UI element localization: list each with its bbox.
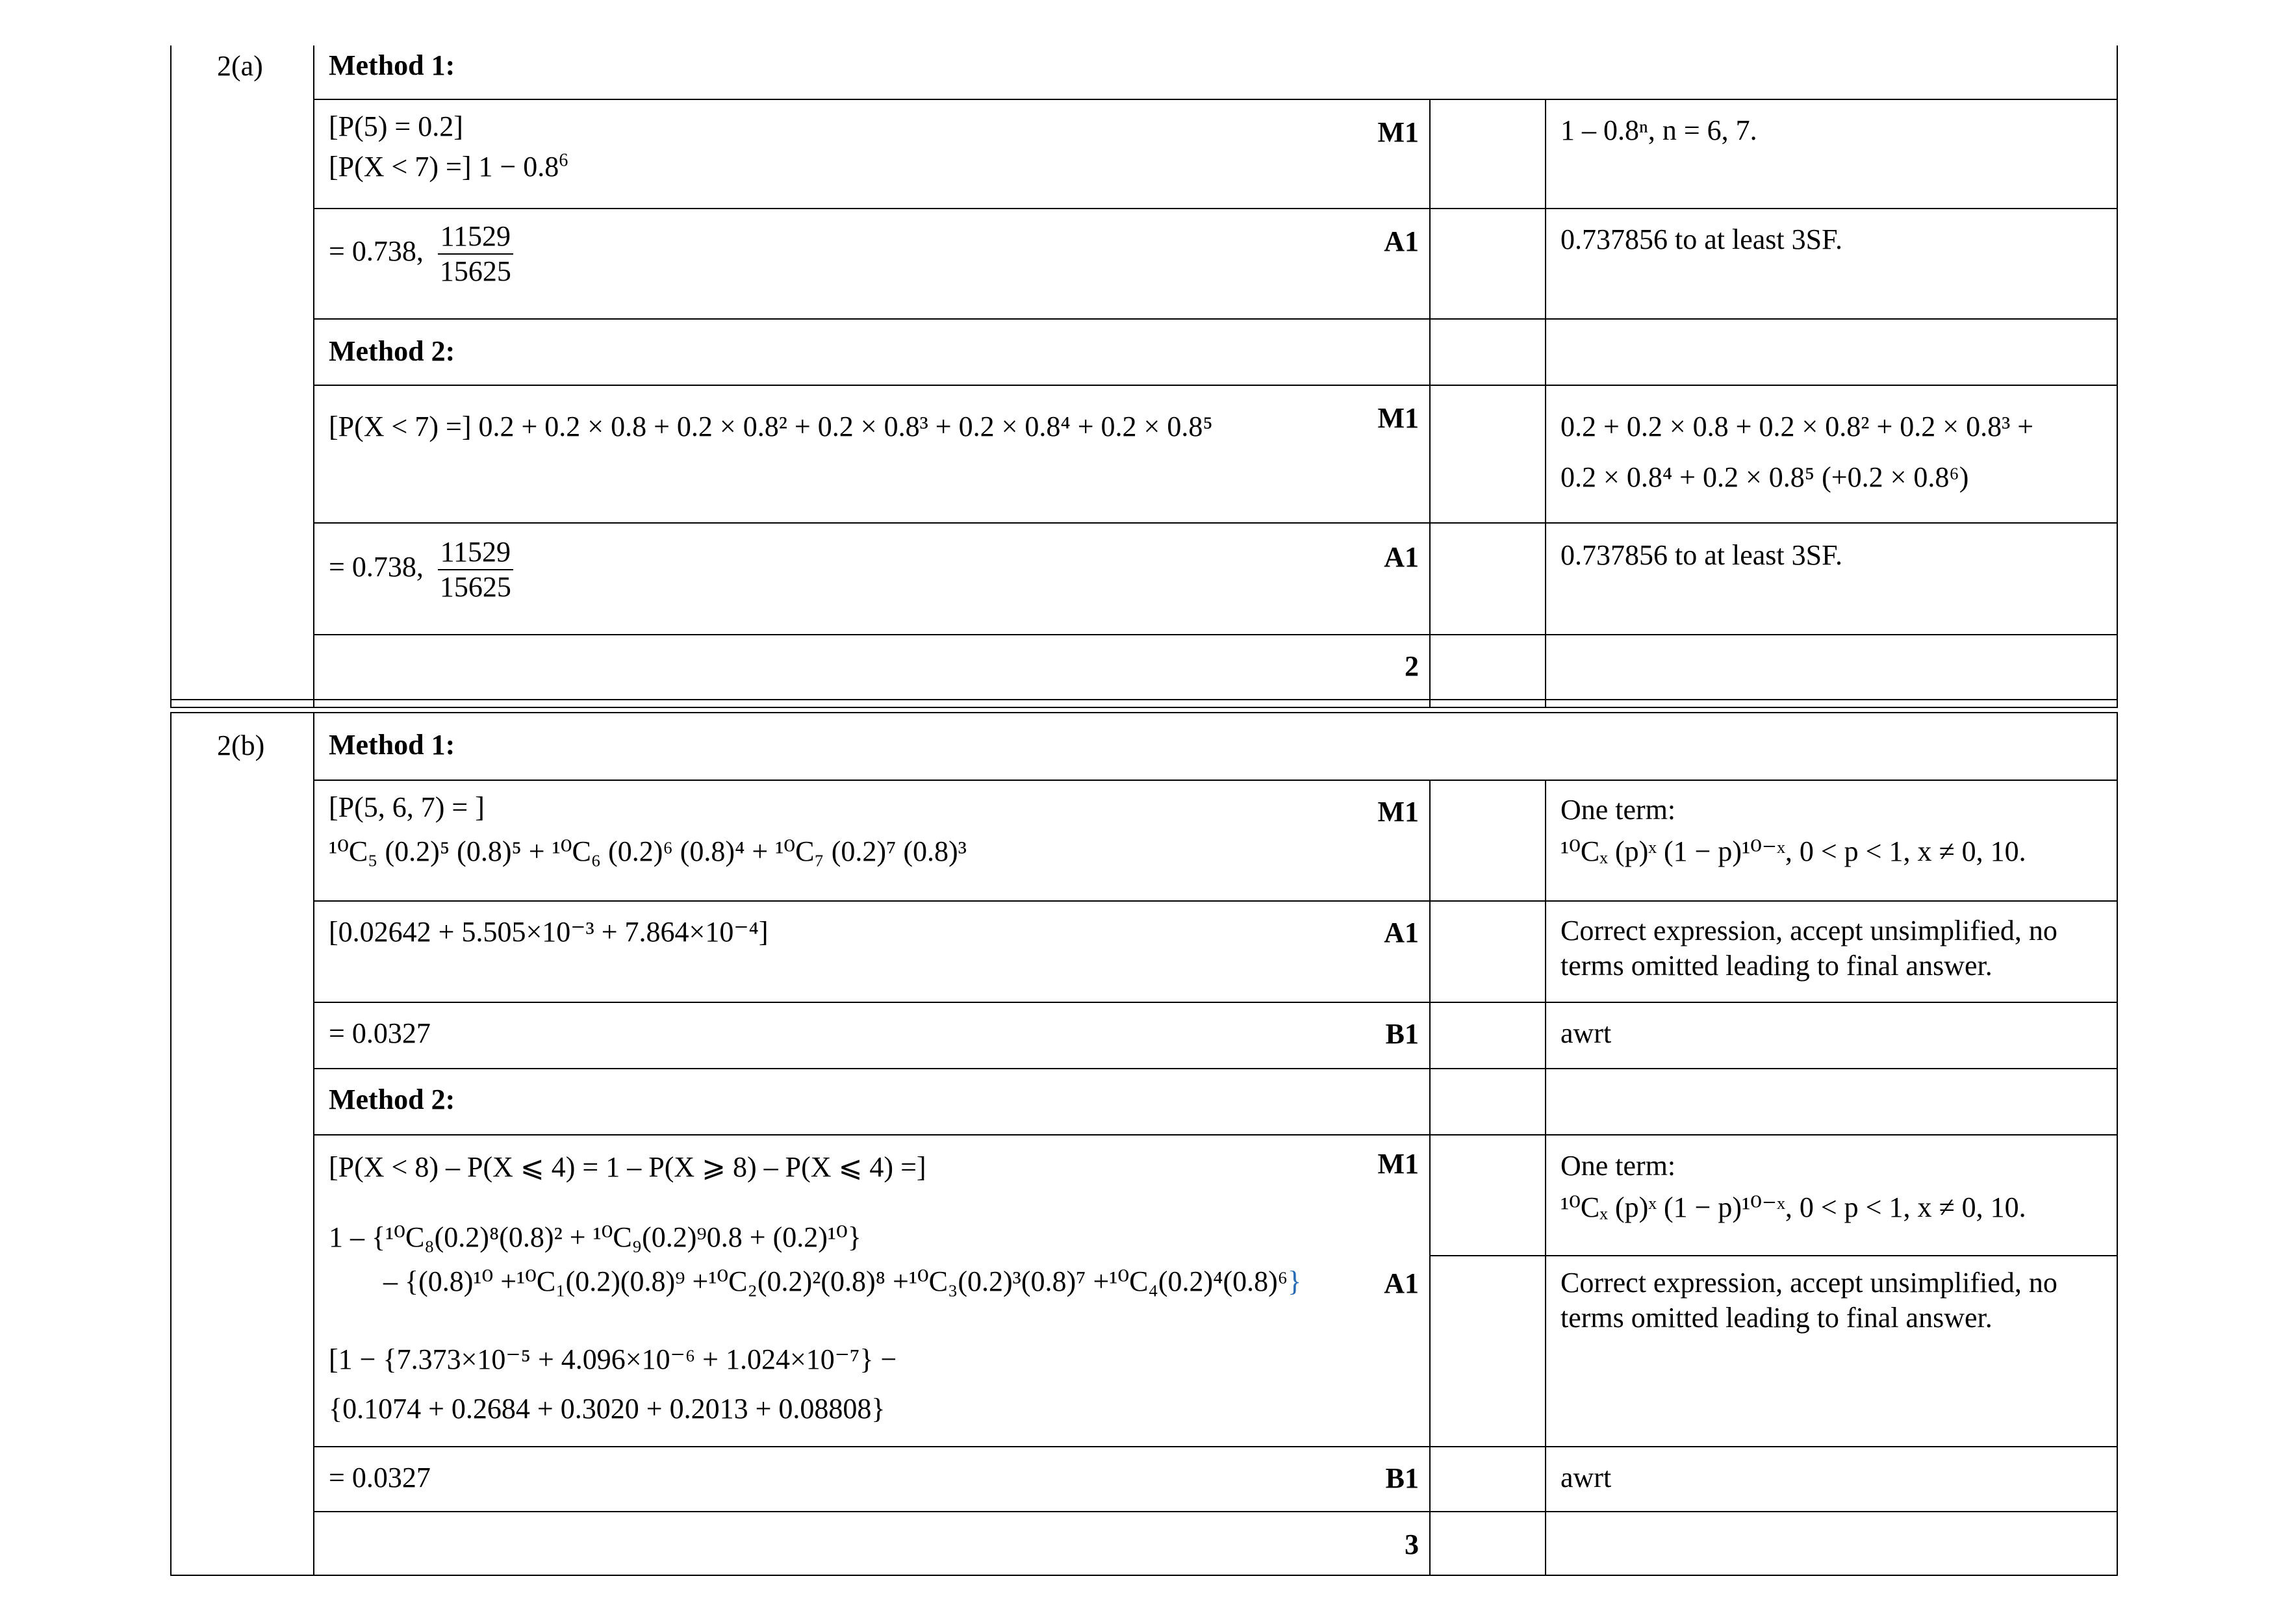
working-line: {0.1074 + 0.2684 + 0.3020 + 0.2013 + 0.08808}: [329, 1393, 885, 1425]
guidance-note: 0.2 + 0.2 × 0.8 + 0.2 × 0.8² + 0.2 × 0.8³ +: [1560, 411, 2034, 442]
row-divider: [313, 99, 2117, 100]
row-divider: [313, 634, 2117, 635]
working-line: [0.02642 + 5.505×10⁻³ + 7.864×10⁻⁴]: [329, 916, 769, 948]
mark-code: A1: [1384, 225, 1419, 257]
mark-code: B1: [1385, 1462, 1419, 1494]
row-divider: [313, 1068, 2117, 1069]
working-line: ¹⁰C₅ (0.2)⁵ (0.8)⁵ + ¹⁰C₆ (0.2)⁶ (0.8)⁴ + ¹⁰C₇ (0.2)⁷ (0.8)³: [329, 835, 967, 867]
column-divider: [1429, 99, 1431, 707]
row-divider: [313, 208, 2117, 209]
column-divider: [1545, 99, 1546, 707]
total-marks: 2: [1405, 650, 1419, 682]
method1-heading: Method 1:: [329, 729, 455, 761]
mark-code: M1: [1377, 796, 1419, 828]
mark-code: B1: [1385, 1018, 1419, 1050]
row-divider: [313, 522, 2117, 524]
working-line: = 0.0327: [329, 1017, 431, 1049]
mark-scheme-part-b: [170, 712, 2118, 1576]
working-line: [P(X < 8) – P(X ⩽ 4) = 1 – P(X ⩾ 8) – P(X ⩽ 4) =]: [329, 1151, 926, 1183]
row-divider: [313, 385, 2117, 386]
working-line: = 0.738, $\frac{11529}{15625}$: [329, 220, 514, 288]
working-line: [P(X < 7) =] $1 - 0.8^6$: [329, 150, 568, 183]
guidance-note: awrt: [1560, 1462, 1612, 1493]
working-line: [1 − {7.373×10⁻⁵ + 4.096×10⁻⁶ + 1.024×10⁻⁷} −: [329, 1343, 897, 1375]
method1-heading: Method 1:: [329, 49, 455, 81]
mark-code: M1: [1377, 1148, 1419, 1180]
guidance-note: Correct expression, accept unsimplified, no terms omitted leading to final answer.: [1560, 915, 2057, 982]
working-line: – {(0.8)¹⁰ +¹⁰C₁(0.2)(0.8)⁹ +¹⁰C₂(0.2)²(0.8)⁸ +¹⁰C₃(0.2)³(0.8)⁷ +¹⁰C₄(0.2)⁴(0.8)⁶}: [383, 1265, 1302, 1297]
mark-code: A1: [1384, 1267, 1419, 1299]
working-line: [P(5, 6, 7) = ]: [329, 791, 485, 823]
guidance-note: 0.737856 to at least 3SF.: [1560, 223, 1843, 255]
fraction: $\frac{11529}{15625}$: [437, 220, 514, 288]
mark-code: M1: [1377, 116, 1419, 148]
row-divider: [313, 900, 2117, 902]
total-marks: 3: [1405, 1529, 1419, 1560]
row-divider: [313, 780, 2117, 781]
working-line: = 0.0327: [329, 1462, 431, 1493]
column-divider: [1545, 780, 1546, 1575]
question-number: 2(a): [217, 50, 263, 82]
guidance-note: One term:: [1560, 794, 1676, 826]
working-line: [P(X < 7) =] 0.2 + 0.2 × 0.8 + 0.2 × 0.8² + 0.2 × 0.8³ + 0.2 × 0.8⁴ + 0.2 × 0.8⁵: [329, 411, 1213, 442]
mark-scheme-part-a: [170, 45, 2118, 708]
mark-code: A1: [1384, 917, 1419, 948]
mark-code: A1: [1384, 541, 1419, 573]
column-divider: [1429, 780, 1431, 1575]
method2-heading: Method 2:: [329, 1084, 455, 1115]
guidance-note: ¹⁰Cₓ (p)ˣ (1 − p)¹⁰⁻ˣ, 0 < p < 1, x ≠ 0, 10.: [1560, 835, 2026, 867]
guidance-note: 1 – 0.8ⁿ, n = 6, 7.: [1560, 114, 1757, 146]
guidance-note: 0.737856 to at least 3SF.: [1560, 539, 1843, 571]
column-divider: [313, 45, 314, 707]
guidance-note: awrt: [1560, 1017, 1612, 1049]
mark-code: M1: [1377, 402, 1419, 434]
working-line: [P(5) = 0.2]: [329, 110, 463, 142]
question-number: 2(b): [217, 730, 265, 761]
guidance-note: 0.2 × 0.8⁴ + 0.2 × 0.8⁵ (+0.2 × 0.8⁶): [1560, 461, 1969, 493]
row-divider: [313, 1002, 2117, 1003]
guidance-note: Correct expression, accept unsimplified, no terms omitted leading to final answer.: [1560, 1267, 2057, 1334]
guidance-note: ¹⁰Cₓ (p)ˣ (1 − p)¹⁰⁻ˣ, 0 < p < 1, x ≠ 0, 10.: [1560, 1191, 2026, 1223]
row-divider: [1429, 1255, 2117, 1256]
method2-heading: Method 2:: [329, 335, 455, 367]
row-divider: [313, 1446, 2117, 1447]
working-line: 1 – {¹⁰C₈(0.2)⁸(0.8)² + ¹⁰C₉(0.2)⁹0.8 + (0.2)¹⁰}: [329, 1221, 861, 1253]
row-divider: [313, 1134, 2117, 1136]
working-line: = 0.738, $\frac{11529}{15625}$: [329, 535, 514, 604]
guidance-note: One term:: [1560, 1150, 1676, 1182]
fraction: $\frac{11529}{15625}$: [437, 535, 514, 604]
row-divider: [313, 318, 2117, 320]
row-divider: [313, 1511, 2117, 1512]
row-divider: [172, 699, 2117, 700]
